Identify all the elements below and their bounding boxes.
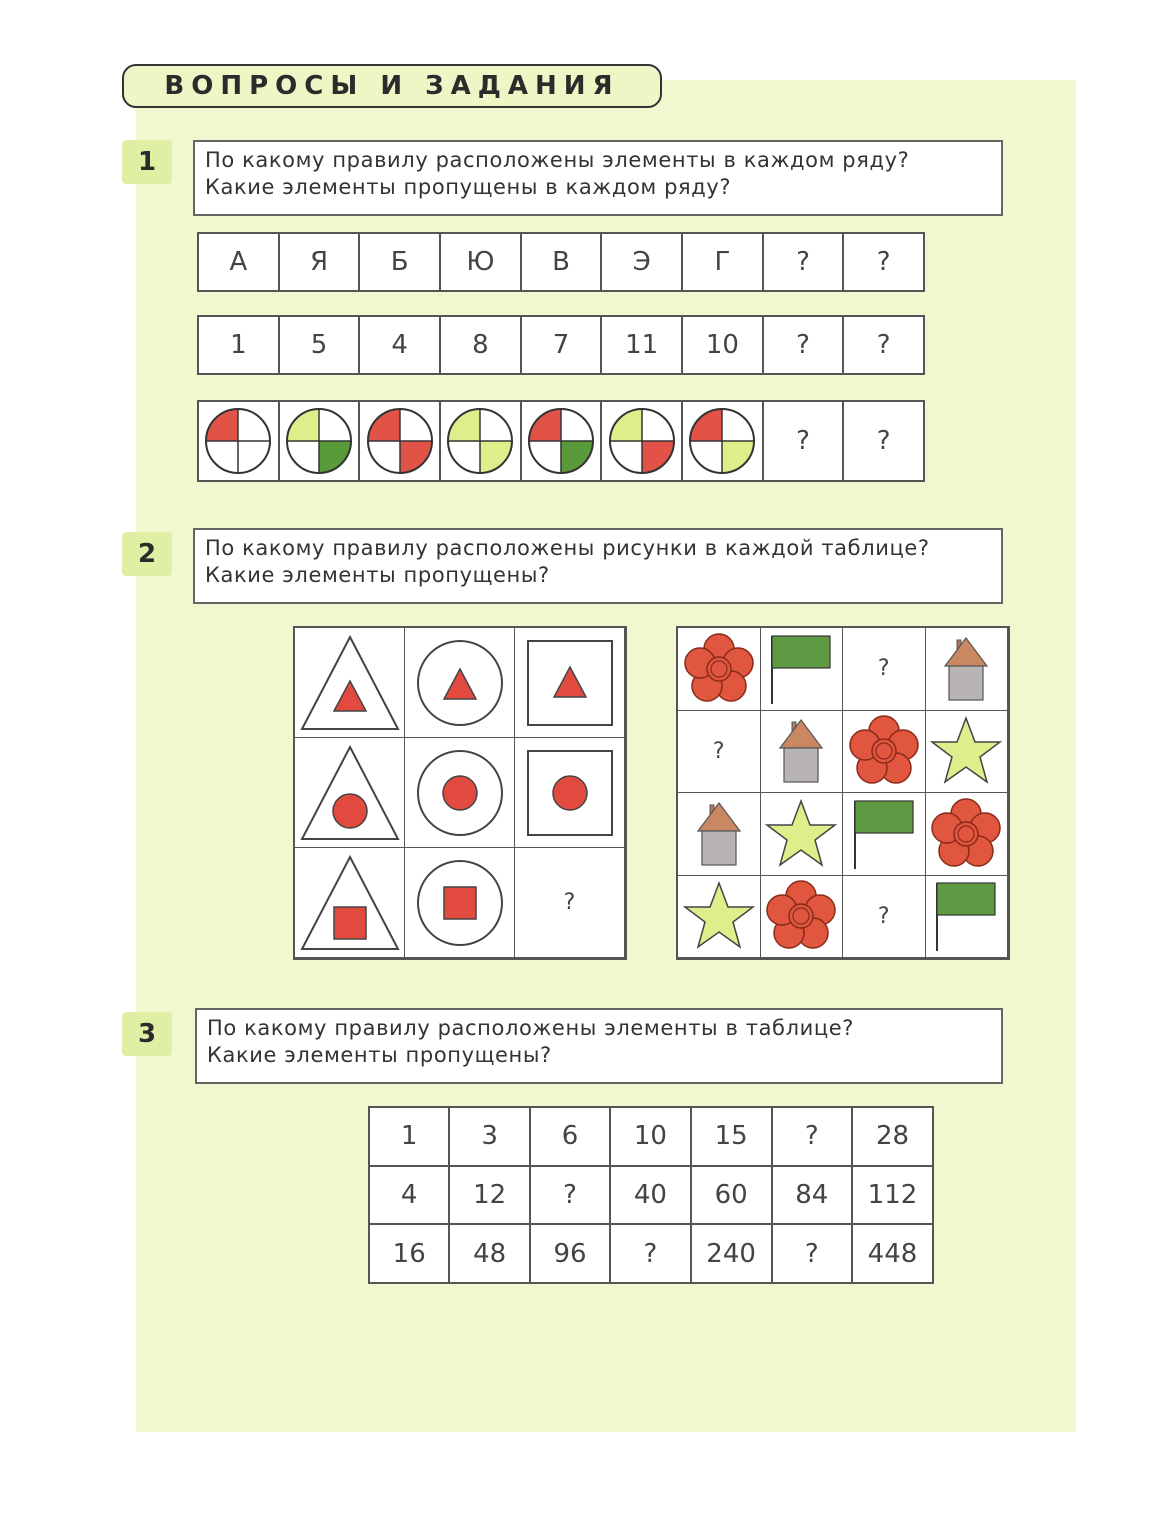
quartered-circle-icon: [203, 406, 273, 476]
missing-cell: ?: [515, 848, 625, 958]
pictures-table: [676, 626, 1010, 960]
square-in-circle-icon: [408, 851, 512, 955]
question-line: По какому правилу расположены элементы в каждом ряду?: [205, 148, 910, 172]
shape-cell: [405, 738, 515, 848]
house-icon: [682, 797, 756, 871]
question-line: Какие элементы пропущены?: [205, 563, 550, 587]
flag-icon: [847, 797, 921, 871]
table-cell: 448: [852, 1224, 933, 1283]
picture-cell: [926, 793, 1009, 876]
table-cell: ?: [530, 1166, 610, 1225]
house-icon: [929, 632, 1003, 706]
number-cell: 1: [199, 317, 280, 373]
shape-cell: [405, 628, 515, 738]
missing-cell: ?: [876, 426, 891, 456]
table-cell: 4: [369, 1166, 449, 1225]
circle-in-circle-icon: [408, 741, 512, 845]
table-cell: 40: [610, 1166, 690, 1225]
missing-cell: ?: [876, 247, 891, 277]
picture-cell: [761, 628, 844, 711]
quartered-circle-icon: [445, 406, 515, 476]
shape-cell: [295, 848, 405, 958]
table-cell: ?: [610, 1224, 690, 1283]
table-cell: 16: [369, 1224, 449, 1283]
circle-cell: [280, 402, 361, 480]
house-icon: [764, 714, 838, 788]
task-3-number: 3: [122, 1012, 172, 1056]
numbers-row: [197, 315, 925, 375]
number-cell: 5: [280, 317, 361, 373]
table-cell: 15: [691, 1107, 772, 1166]
picture-cell: [843, 711, 926, 794]
quartered-circle-icon: [365, 406, 435, 476]
table-cell: 48: [449, 1224, 529, 1283]
missing-cell: ?: [876, 330, 891, 360]
table-cell: 96: [530, 1224, 610, 1283]
flower-icon: [847, 714, 921, 788]
circle-cell: [441, 402, 522, 480]
missing-cell: ?: [764, 402, 845, 480]
letter-cell: В: [522, 234, 603, 290]
letter-cell: Я: [280, 234, 361, 290]
table-cell: 10: [610, 1107, 690, 1166]
table-row: [369, 1166, 933, 1225]
table-cell: 240: [691, 1224, 772, 1283]
star-icon: [929, 714, 1003, 788]
missing-cell: ?: [764, 234, 845, 290]
letter-cell: А: [199, 234, 280, 290]
star-icon: [682, 879, 756, 953]
flower-icon: [929, 797, 1003, 871]
letter-cell: Ю: [441, 234, 522, 290]
triangle-in-triangle-icon: [298, 631, 402, 735]
task-1-question: [193, 140, 1003, 216]
picture-cell: [926, 876, 1009, 959]
flower-icon: [682, 632, 756, 706]
circle-cell: [360, 402, 441, 480]
square-in-triangle-icon: [298, 851, 402, 955]
table-cell: 6: [530, 1107, 610, 1166]
circle-in-square-icon: [518, 741, 622, 845]
shape-cell: [515, 628, 625, 738]
picture-cell: [678, 628, 761, 711]
question-line: Какие элементы пропущены?: [207, 1043, 552, 1067]
task-2-question: [193, 528, 1003, 604]
triangle-in-square-icon: [518, 631, 622, 735]
table-cell: 112: [852, 1166, 933, 1225]
circle-in-triangle-icon: [298, 741, 402, 845]
table-cell: ?: [772, 1224, 852, 1283]
table-row: [369, 1107, 933, 1166]
circles-row: [197, 400, 925, 482]
shape-cell: [295, 738, 405, 848]
table-row: [369, 1224, 933, 1283]
missing-cell: ?: [764, 317, 845, 373]
circle-cell: [683, 402, 764, 480]
table-cell: ?: [772, 1107, 852, 1166]
task-3-question: [195, 1008, 1003, 1084]
picture-cell: [926, 628, 1009, 711]
table-cell: 1: [369, 1107, 449, 1166]
picture-cell: [761, 711, 844, 794]
quartered-circle-icon: [526, 406, 596, 476]
letter-cell: Б: [360, 234, 441, 290]
table-cell: 28: [852, 1107, 933, 1166]
shape-cell: [295, 628, 405, 738]
quartered-circle-icon: [607, 406, 677, 476]
question-line: Какие элементы пропущены в каждом ряду?: [205, 175, 732, 199]
circle-cell: [602, 402, 683, 480]
picture-cell: [926, 711, 1009, 794]
shape-cell: [405, 848, 515, 958]
number-table: [368, 1106, 934, 1284]
picture-cell: [678, 793, 761, 876]
picture-cell: [678, 876, 761, 959]
quartered-circle-icon: [687, 406, 757, 476]
task-2-number: 2: [122, 532, 172, 576]
circle-cell: [522, 402, 603, 480]
flag-icon: [929, 879, 1003, 953]
shape-cell: [515, 738, 625, 848]
missing-cell: ?: [843, 628, 926, 711]
picture-cell: [761, 793, 844, 876]
star-icon: [764, 797, 838, 871]
letter-cell: Г: [683, 234, 764, 290]
task-1-number: 1: [122, 140, 172, 184]
table-cell: 3: [449, 1107, 529, 1166]
flower-icon: [764, 879, 838, 953]
flag-icon: [764, 632, 838, 706]
number-cell: 10: [683, 317, 764, 373]
number-cell: 8: [441, 317, 522, 373]
missing-cell: ?: [678, 711, 761, 794]
table-cell: 84: [772, 1166, 852, 1225]
question-line: По какому правилу расположены элементы в таблице?: [207, 1016, 855, 1040]
missing-cell: ?: [843, 876, 926, 959]
table-cell: 60: [691, 1166, 772, 1225]
question-line: По какому правилу расположены рисунки в каждой таблице?: [205, 536, 930, 560]
quartered-circle-icon: [284, 406, 354, 476]
section-header: ВОПРОСЫ И ЗАДАНИЯ: [122, 64, 662, 108]
number-cell: 7: [522, 317, 603, 373]
circle-cell: [199, 402, 280, 480]
letter-cell: Э: [602, 234, 683, 290]
shapes-table: [293, 626, 627, 960]
table-cell: 12: [449, 1166, 529, 1225]
number-cell: 4: [360, 317, 441, 373]
number-cell: 11: [602, 317, 683, 373]
triangle-in-circle-icon: [408, 631, 512, 735]
picture-cell: [843, 793, 926, 876]
picture-cell: [761, 876, 844, 959]
letters-row: [197, 232, 925, 292]
